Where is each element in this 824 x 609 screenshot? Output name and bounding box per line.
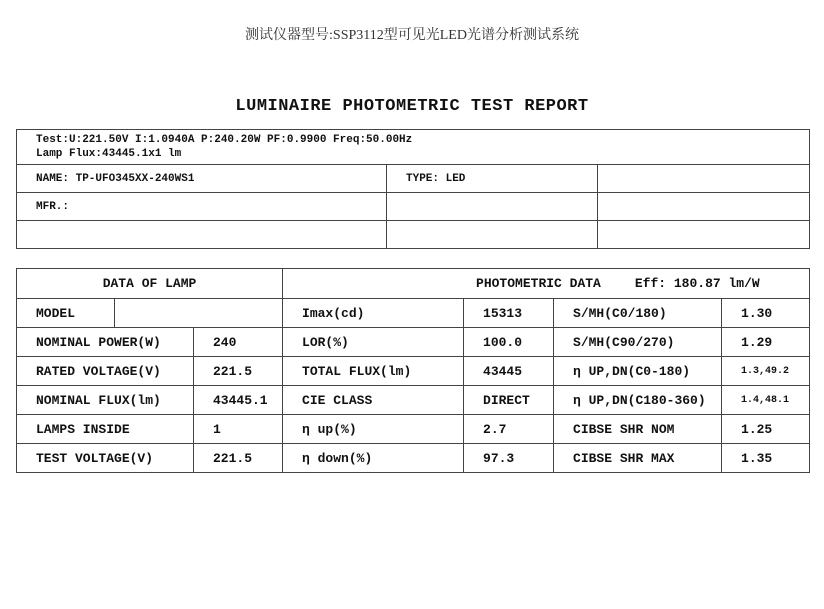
spacing-label-cell: η UP,DN(C180-360) (554, 386, 722, 415)
photometric-value-cell: 97.3 (464, 444, 554, 473)
empty-cell (387, 193, 598, 221)
efficacy-value: Eff: 180.87 lm/W (634, 276, 760, 291)
spacing-label-cell: CIBSE SHR NOM (554, 415, 722, 444)
spacing-value-cell: 1.4,48.1 (722, 386, 810, 415)
lamp-label-cell: LAMPS INSIDE (17, 415, 194, 444)
instrument-model-title: 测试仪器型号:SSP3112型可见光LED光谱分析测试系统 (245, 28, 579, 43)
table-row (17, 328, 810, 357)
test-electrical-line: Test:U:221.50V I:1.0940A P:240.20W PF:0.9900 Freq:50.00Hz (36, 134, 413, 146)
photometric-label-cell: Imax(cd) (283, 299, 464, 328)
name-cell: NAME: TP-UFO345XX-240WS1 (17, 165, 387, 193)
spacing-value-cell: 1.25 (722, 415, 810, 444)
table-row (17, 444, 810, 473)
photometric-data-table (16, 268, 810, 473)
photometric-value-cell: DIRECT (464, 386, 554, 415)
photometric-label-cell: TOTAL FLUX(lm) (283, 357, 464, 386)
report-title: LUMINAIRE PHOTOMETRIC TEST REPORT (235, 97, 589, 116)
lamp-value-cell: 1 (194, 415, 283, 444)
empty-cell (598, 193, 810, 221)
table-row (17, 299, 810, 328)
lamp-value-cell: 221.5 (194, 357, 283, 386)
table-row (17, 357, 810, 386)
model-blank-cell (115, 299, 283, 328)
spacing-label-cell: CIBSE SHR MAX (554, 444, 722, 473)
photometric-label-cell: η up(%) (283, 415, 464, 444)
photometric-value-cell: 2.7 (464, 415, 554, 444)
spacing-label-cell: η UP,DN(C0-180) (554, 357, 722, 386)
photometric-value-cell: 100.0 (464, 328, 554, 357)
empty-cell (387, 221, 598, 249)
lamp-data-header: DATA OF LAMP (17, 269, 283, 299)
mfr-row (17, 193, 810, 221)
spacing-value-cell: 1.30 (722, 299, 810, 328)
lamp-label-cell: NOMINAL POWER(W) (17, 328, 194, 357)
mfr-cell: MFR.: (17, 193, 387, 221)
photometric-value-cell: 43445 (464, 357, 554, 386)
header-row (17, 269, 810, 299)
spacing-label-cell: S/MH(C0/180) (554, 299, 722, 328)
photometric-label-cell: CIE CLASS (283, 386, 464, 415)
lamp-value-cell: 240 (194, 328, 283, 357)
spacing-value-cell: 1.35 (722, 444, 810, 473)
table-row (17, 415, 810, 444)
photometric-data-label: PHOTOMETRIC DATA (476, 276, 601, 291)
empty-cell (17, 221, 387, 249)
photometric-value-cell: 15313 (464, 299, 554, 328)
lamp-label-cell: MODEL (17, 299, 115, 328)
lamp-flux-line: Lamp Flux:43445.1x1 lm (36, 148, 182, 160)
spacing-value-cell: 1.29 (722, 328, 810, 357)
empty-cell (598, 165, 810, 193)
lamp-value-cell: 43445.1 (194, 386, 283, 415)
lamp-value-cell: 221.5 (194, 444, 283, 473)
table-row (17, 386, 810, 415)
photometric-label-cell: LOR(%) (283, 328, 464, 357)
photometric-label-cell: η down(%) (283, 444, 464, 473)
test-conditions-row (17, 130, 810, 165)
lamp-label-cell: RATED VOLTAGE(V) (17, 357, 194, 386)
test-conditions-cell (17, 130, 810, 165)
test-info-table (16, 129, 810, 249)
spacing-value-cell: 1.3,49.2 (722, 357, 810, 386)
photometric-data-header (283, 269, 810, 299)
name-row (17, 165, 810, 193)
lamp-label-cell: TEST VOLTAGE(V) (17, 444, 194, 473)
type-cell: TYPE: LED (387, 165, 598, 193)
spacing-label-cell: S/MH(C90/270) (554, 328, 722, 357)
blank-row (17, 221, 810, 249)
empty-cell (598, 221, 810, 249)
lamp-label-cell: NOMINAL FLUX(lm) (17, 386, 194, 415)
